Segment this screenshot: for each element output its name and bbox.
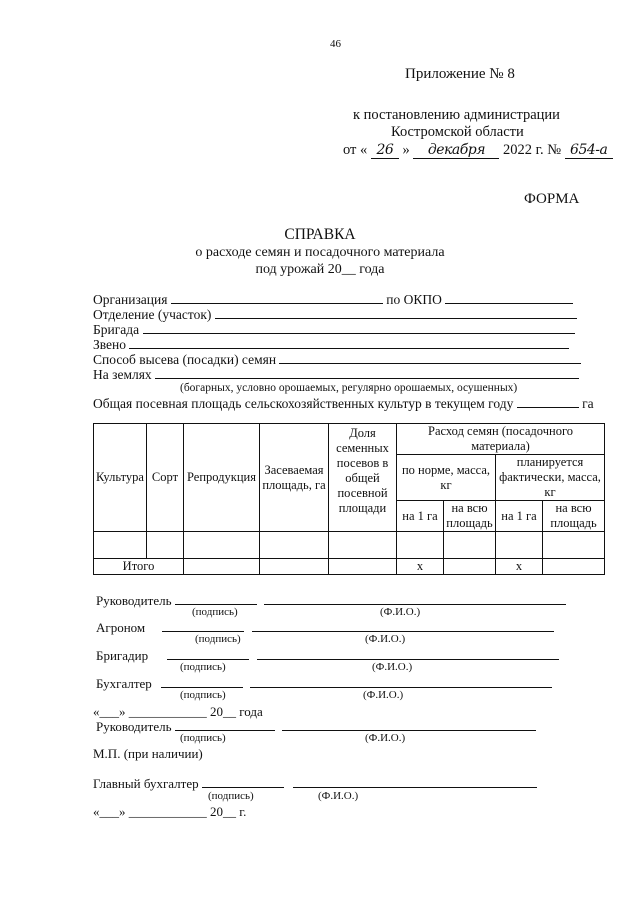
- total-area-input-line[interactable]: [517, 396, 579, 408]
- agronomist-name-line[interactable]: [252, 620, 554, 632]
- department-label: Отделение (участок): [93, 307, 212, 322]
- date-day: 26: [371, 142, 399, 159]
- table-cell[interactable]: [260, 532, 329, 559]
- page-number: 46: [330, 38, 341, 50]
- doc-subtitle-2: под урожай 20__ года: [255, 262, 385, 277]
- sig-accountant: [96, 676, 552, 692]
- col-culture: Культура: [94, 424, 147, 532]
- table-cell[interactable]: [397, 532, 444, 559]
- col-group-consumption: Расход семян (посадочного материала): [397, 424, 605, 455]
- organization-label: Организация: [93, 292, 168, 307]
- sig-agronomist: [96, 620, 554, 636]
- field-lands: [93, 367, 579, 383]
- head2-name-line[interactable]: [282, 719, 536, 731]
- department-input-line[interactable]: [215, 307, 577, 319]
- brigade-input-line[interactable]: [143, 322, 575, 334]
- table-cell[interactable]: [543, 559, 605, 575]
- date-line-1[interactable]: «___» ____________ 20__ года: [93, 704, 263, 719]
- table-cell[interactable]: [543, 532, 605, 559]
- signature-hint: (подпись): [180, 689, 226, 701]
- sig-head-2: [96, 719, 536, 735]
- table-row: [94, 532, 605, 559]
- table-cell[interactable]: [444, 559, 496, 575]
- col-share: Доля семенных посевов в общей посевной площади: [329, 424, 397, 532]
- signature-hint: (подпись): [180, 661, 226, 673]
- field-unit: [93, 337, 569, 353]
- chief-accountant-label: Главный бухгалтер: [93, 776, 199, 791]
- brigadier-label: Бригадир: [96, 648, 149, 663]
- field-organization: [93, 292, 573, 308]
- chief-accountant-signature-line[interactable]: [202, 776, 284, 788]
- resolution-line-1: к постановлению администрации: [353, 107, 560, 123]
- accountant-name-line[interactable]: [250, 676, 552, 688]
- brigadier-name-line[interactable]: [257, 648, 559, 660]
- head-label: Руководитель: [96, 593, 172, 608]
- head-signature-line[interactable]: [175, 593, 257, 605]
- date-year: 2022 г. №: [503, 142, 562, 158]
- doc-title: СПРАВКА: [284, 226, 356, 243]
- organization-input-line[interactable]: [171, 292, 383, 304]
- name-hint: (Ф.И.О.): [365, 732, 406, 744]
- col-planned-per-ha: на 1 га: [496, 501, 543, 532]
- head-name-line[interactable]: [264, 593, 566, 605]
- table-cell[interactable]: [496, 532, 543, 559]
- x-mark: х: [397, 559, 444, 575]
- seed-consumption-table: [93, 423, 605, 575]
- date-mid: »: [402, 142, 410, 158]
- signature-hint: (подпись): [208, 790, 254, 802]
- col-norm-per-ha: на 1 га: [397, 501, 444, 532]
- doc-number: 654-а: [565, 142, 613, 159]
- unit-input-line[interactable]: [129, 337, 569, 349]
- total-row-label: Итого: [94, 559, 184, 575]
- resolution-line-2: Костромской области: [391, 124, 524, 140]
- table-cell[interactable]: [329, 559, 397, 575]
- form-label: ФОРМА: [524, 191, 580, 207]
- head2-signature-line[interactable]: [175, 719, 275, 731]
- chief-accountant-name-line[interactable]: [293, 776, 537, 788]
- col-planned-total: на всю площадь: [543, 501, 605, 532]
- field-department: [93, 307, 577, 323]
- agronomist-label: Агроном: [96, 620, 146, 635]
- col-sub-norm: по норме, масса, кг: [397, 455, 496, 501]
- resolution-date-line: [343, 142, 613, 159]
- stamp-place: М.П. (при наличии): [93, 746, 203, 761]
- unit-label: Звено: [93, 337, 127, 352]
- total-row: [94, 559, 605, 575]
- col-reproduction: Репродукция: [184, 424, 260, 532]
- date-line-2[interactable]: «___» ____________ 20__ г.: [93, 804, 247, 819]
- appendix-label: Приложение № 8: [405, 66, 515, 82]
- total-area-label: Общая посевная площадь сельскохозяйственных культур в текущем году: [93, 396, 514, 411]
- table-cell[interactable]: [184, 532, 260, 559]
- table-cell[interactable]: [147, 532, 184, 559]
- name-hint: (Ф.И.О.): [318, 790, 359, 802]
- signature-hint: (подпись): [195, 633, 241, 645]
- agronomist-signature-line[interactable]: [162, 620, 244, 632]
- signature-hint: (подпись): [180, 732, 226, 744]
- col-norm-total: на всю площадь: [444, 501, 496, 532]
- signature-hint: (подпись): [192, 606, 238, 618]
- lands-input-line[interactable]: [155, 367, 579, 379]
- col-variety: Сорт: [147, 424, 184, 532]
- table-cell[interactable]: [444, 532, 496, 559]
- sowing-method-input-line[interactable]: [279, 352, 581, 364]
- sig-brigadier: [96, 648, 559, 664]
- name-hint: (Ф.И.О.): [365, 633, 406, 645]
- lands-label: На землях: [93, 367, 152, 382]
- brigade-label: Бригада: [93, 322, 140, 337]
- table-cell[interactable]: [329, 532, 397, 559]
- table-cell[interactable]: [184, 559, 260, 575]
- field-brigade: [93, 322, 575, 338]
- lands-hint: (богарных, условно орошаемых, регулярно орошаемых, осушенных): [180, 382, 518, 394]
- okpo-label: по ОКПО: [386, 292, 442, 307]
- name-hint: (Ф.И.О.): [363, 689, 404, 701]
- col-sub-planned: планируется фактически, масса, кг: [496, 455, 605, 501]
- accountant-signature-line[interactable]: [161, 676, 243, 688]
- field-total-area: [93, 396, 594, 412]
- date-prefix: от «: [343, 142, 368, 158]
- table-cell[interactable]: [260, 559, 329, 575]
- table-cell[interactable]: [94, 532, 147, 559]
- name-hint: (Ф.И.О.): [372, 661, 413, 673]
- head2-label: Руководитель: [96, 719, 172, 734]
- accountant-label: Бухгалтер: [96, 676, 152, 691]
- sowing-method-label: Способ высева (посадки) семян: [93, 352, 277, 367]
- date-month: декабря: [413, 142, 499, 159]
- field-sowing-method: [93, 352, 581, 368]
- brigadier-signature-line[interactable]: [167, 648, 249, 660]
- total-area-unit: га: [582, 396, 594, 411]
- col-sown-area: Засеваемая площадь, га: [260, 424, 329, 532]
- sig-head: [96, 593, 566, 609]
- x-mark: х: [496, 559, 543, 575]
- okpo-input-line[interactable]: [445, 292, 573, 304]
- sig-chief-accountant: [93, 776, 537, 792]
- name-hint: (Ф.И.О.): [380, 606, 421, 618]
- doc-subtitle-1: о расходе семян и посадочного материала: [195, 245, 445, 260]
